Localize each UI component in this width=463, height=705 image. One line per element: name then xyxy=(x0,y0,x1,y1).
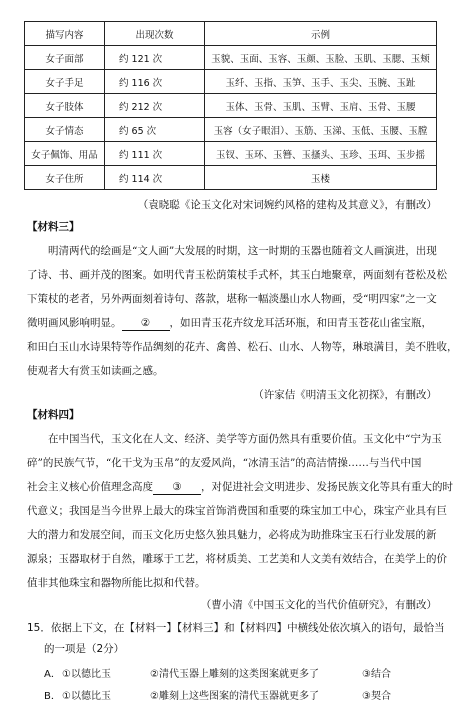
source-citation-3: （许家佶《明清玉文化初探》，有删改） xyxy=(253,389,437,401)
header-content: 描写内容 xyxy=(25,22,105,46)
table-row xyxy=(25,142,437,166)
paragraph-text: ，对促进社会文明进步、发扬民族文化等具有重大的时 xyxy=(201,481,453,493)
option-b-part-1: ①以德比玉 xyxy=(62,691,111,702)
answer-blank-2: ② xyxy=(122,316,170,331)
paragraph-line: 使观者大有赏玉如读画之感。 xyxy=(27,365,164,377)
paragraph-line xyxy=(27,316,432,331)
option-letter-b: B． xyxy=(44,691,61,702)
option-letter-a: A． xyxy=(44,669,61,680)
paragraph-line: 源泉；玉器取材于自然，雕琢于工艺，将材质美、工艺美和人文美有效结合，在美学上的价 xyxy=(27,553,447,565)
paragraph-line: 明清两代的绘画是“文人画”大发展的时期，这一时期的玉器也随着文人画演进，出现 xyxy=(48,245,437,257)
paragraph-line: 大的潜力和发展空间，而玉文化历史悠久独具魅力，必将成为助推珠宝玉石行业发展的新 xyxy=(27,529,437,541)
header-count: 出现次数 xyxy=(105,22,205,46)
paragraph-line: 了诗、书、画并茂的图案。如明代青玉松荫策杖手式杯，其玉白地聚章，两面刻有苍松及松 xyxy=(27,269,447,281)
source-citation-4: （曹小清《中国玉文化的当代价值研究》，有删改） xyxy=(200,599,437,611)
cell-count: 约 111 次 xyxy=(105,142,205,166)
answer-blank-3: ③ xyxy=(153,480,201,495)
paragraph-line: 碎”的民族气节，“化干戈为玉帛”的友爱风尚，“冰清玉洁”的高洁情操……与当代中国 xyxy=(27,457,422,469)
table-row xyxy=(25,166,437,190)
table-row xyxy=(25,46,437,70)
cell-examples: 玉钗、玉环、玉簪、玉搔头、玉珍、玉珥、玉步摇 xyxy=(205,142,437,166)
jade-description-table xyxy=(24,21,437,190)
cell-content: 女子情态 xyxy=(25,118,105,142)
table-header-row xyxy=(25,22,437,46)
cell-count: 约 114 次 xyxy=(105,166,205,190)
option-a-part-2: ②清代玉器上雕刻的这类图案就更多了 xyxy=(150,669,319,680)
table-row xyxy=(25,118,437,142)
material-4-heading: 【材料四】 xyxy=(27,409,80,421)
paragraph-line: 下策杖的老者，另外两面刻着诗句、落款，堪称一幅淡墨山水人物画，受“明四家”之一文 xyxy=(27,293,437,305)
option-b-part-2: ②雕刻上这些图案的清代玉器就更多了 xyxy=(150,691,319,702)
cell-examples: 玉貌、玉面、玉容、玉颜、玉脸、玉肌、玉腮、玉颊 xyxy=(205,46,437,70)
cell-examples: 玉容（女子眼泪）、玉筋、玉涕、玉低、玉腰、玉膛 xyxy=(205,118,437,142)
cell-content: 女子肢体 xyxy=(25,94,105,118)
paragraph-line: 值非其他珠宝和器物所能比拟和代替。 xyxy=(27,577,206,589)
cell-examples: 玉纤、玉指、玉笋、玉手、玉尖、玉腕、玉趾 xyxy=(205,70,437,94)
question-stem: 的一项是（2分） xyxy=(44,643,125,655)
cell-examples: 玉体、玉骨、玉肌、玉臂、玉肩、玉骨、玉腰 xyxy=(205,94,437,118)
material-3-heading: 【材料三】 xyxy=(27,221,80,233)
cell-examples: 玉楼 xyxy=(205,166,437,190)
paragraph-line: 在中国当代，玉文化在人文、经济、美学等方面仍然具有重要价值。玉文化中“宁为玉 xyxy=(48,433,442,445)
question-stem: 15．依据上下文，在【材料一】【材料三】和【材料四】中横线处依次填入的语句，最恰当 xyxy=(27,622,445,634)
cell-count: 约 121 次 xyxy=(105,46,205,70)
option-b-part-3: ③契合 xyxy=(362,691,391,702)
table-row xyxy=(25,94,437,118)
option-a-part-3: ③结合 xyxy=(362,669,391,680)
cell-count: 约 212 次 xyxy=(105,94,205,118)
paragraph-line: 和田白玉山水诗果特等作品绸刻的花卉、禽兽、松石、山水、人物等，琳琅满目，美不胜收， xyxy=(27,341,458,353)
paragraph-text: 徵明画风影响明显。 xyxy=(27,317,122,329)
cell-count: 约 116 次 xyxy=(105,70,205,94)
paragraph-text: ，如田青玉花卉纹龙耳活环瓶，和田青玉苍花山雀宝瓶， xyxy=(169,317,432,329)
source-citation-1: （袁晓聪《论玉文化对宋词婉约风格的建构及其意义》，有删改） xyxy=(137,199,437,211)
cell-count: 约 65 次 xyxy=(105,118,205,142)
paragraph-line xyxy=(27,480,453,495)
cell-content: 女子手足 xyxy=(25,70,105,94)
table-row xyxy=(25,70,437,94)
header-examples: 示例 xyxy=(205,22,437,46)
option-a-part-1: ①以德比玉 xyxy=(62,669,111,680)
cell-content: 女子住所 xyxy=(25,166,105,190)
cell-content: 女子面部 xyxy=(25,46,105,70)
cell-content: 女子佩饰、用品 xyxy=(25,142,105,166)
paragraph-text: 社会主义核心价值理念高度 xyxy=(27,481,153,493)
paragraph-line: 代意义；我国是当今世界上最大的珠宝首饰消费国和重要的珠宝加工中心，珠宝产业具有巨 xyxy=(27,505,447,517)
